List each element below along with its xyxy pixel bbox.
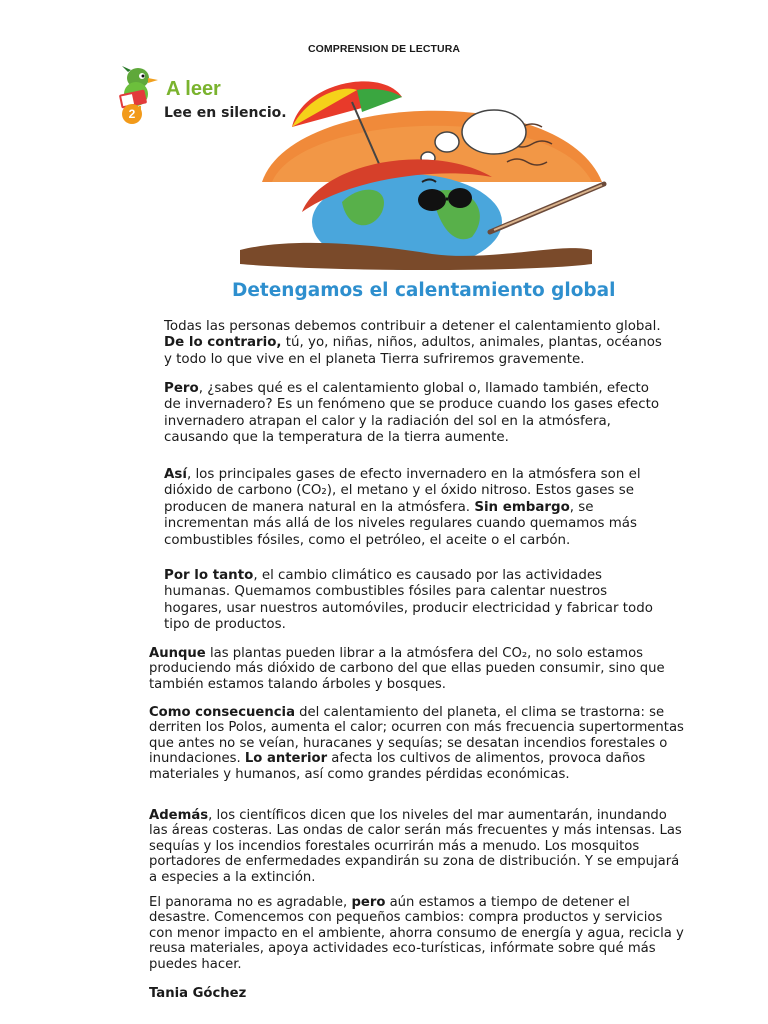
paragraph-3: Así, los principales gases de efecto invernadero en la atmósfera son el dióxido de carbono (CO₂), el metano y el óxido nitroso. Estos gases se producen de manera natural en la atmósfera. Sin embargo, se incrementan más allá de los niveles regulares cuando quemamos más combustibles fósiles, como el petróleo, el aceite o el carbón.: [164, 467, 641, 548]
paragraph-5: Aunque las plantas pueden librar a la atmósfera del CO₂, no solo estamos produciendo más dióxido de carbono del que ellas pueden consumir, sino que también estamos talando árboles y bosques.: [149, 646, 665, 692]
paragraph-8: El panorama no es agradable, pero aún estamos a tiempo de detener el desastre. Comencemos con pequeños cambios: compra productos y servicios con menor impacto en el ambiente, ahorra consumo de energía y agua, recicla y reusa materiales, apoya actividades eco-turísticas, infórmate sobre qué más puedes hacer.: [149, 895, 684, 972]
document-title: COMPRENSION DE LECTURA: [307, 43, 461, 55]
paragraph-7: Además, los científicos dicen que los niveles del mar aumentarán, inundando las áreas costeras. Las ondas de calor serán más frecuentes y más intensas. Las sequías y los incendios forestales ocurrirán más a menudo. Los mosquitos portadores de enfermedades expandirán su zona de distribución. Y se empujará a especies a la extinción.: [149, 808, 682, 885]
earth-sunbathing-illustration: [232, 72, 632, 272]
step-badge: 2: [122, 104, 142, 124]
reading-title: Detengamos el calentamiento global: [232, 280, 616, 301]
activity-instruction: Lee en silencio.: [164, 105, 287, 121]
author-name: Tania Góchez: [149, 986, 247, 1001]
paragraph-2: Pero, ¿sabes qué es el calentamiento global o, llamado también, efecto de invernadero? Es un fenómeno que se produce cuando los gases efecto invernadero atrapan el calor y la radiación del sol en la atmósfera, causando que la temperatura de la tierra aumente.: [164, 381, 660, 446]
paragraph-6: Como consecuencia del calentamiento del planeta, el clima se trastorna: se derriten los Polos, aumenta el calor; ocurren con más frecuencia supertormentas que antes no se veían, huracanes y sequías; se desatan incendios forestales o inundaciones. Lo anterior afecta los cultivos de alimentos, provoca daños materiales y humanos, así como grandes pérdidas económicas.: [149, 705, 684, 782]
paragraph-1: Todas las personas debemos contribuir a detener el calentamiento global. De lo contrario, tú, yo, niñas, niños, adultos, animales, plantas, océanos y todo lo que vive en el planeta Tierra sufriremos gravemente.: [164, 319, 662, 367]
activity-title: A leer: [166, 78, 221, 100]
paragraph-4: Por lo tanto, el cambio climático es causado por las actividades humanas. Quemamos combustibles fósiles para calentar nuestros hogares, usar nuestros automóviles, producir electricidad y fabricar todo tipo de productos.: [164, 568, 653, 633]
